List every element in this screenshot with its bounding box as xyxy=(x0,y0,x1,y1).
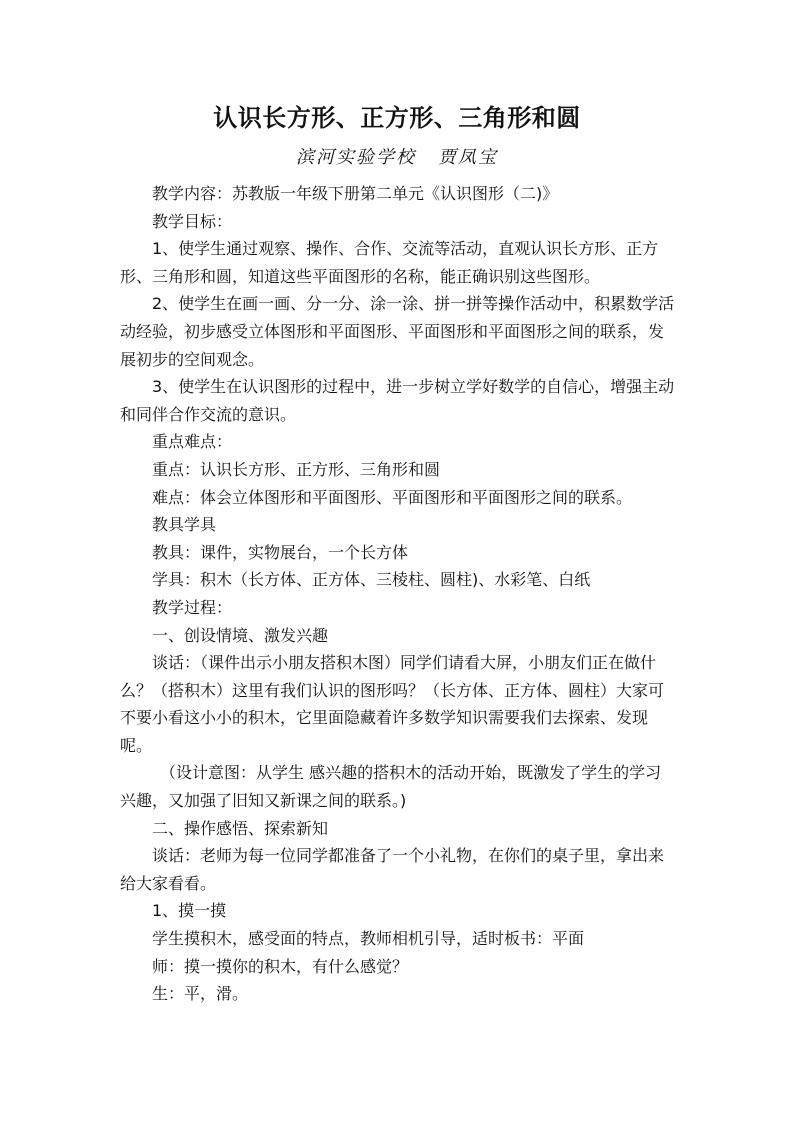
paragraph: 教学目标： xyxy=(152,211,233,231)
author-name: 贾凤宝 xyxy=(438,147,498,168)
paragraph: 2、使学生在画一画、分一分、涂一涂、拼一拼等操作活动中，积累数学活动经验，初步感受立体图形和平面图形、平面图形和平面图形之间的联系，发展初步的空间观念。 xyxy=(120,294,675,369)
author-line xyxy=(0,143,794,173)
paragraph: 学生摸积木，感受面的特点，教师相机引导，适时板书：平面 xyxy=(152,929,585,949)
document-title: 认识长方形、正方形、三角形和圆 xyxy=(213,104,581,132)
paragraph: 重点：认识长方形、正方形、三角形和圆 xyxy=(152,459,441,479)
paragraph: 教具：课件，实物展台，一个长方体 xyxy=(152,542,409,562)
document-body xyxy=(120,180,676,1008)
paragraph: 一、创设情境、激发兴趣 xyxy=(152,625,329,645)
paragraph: 生：平，滑。 xyxy=(152,984,249,1004)
paragraph: 师：摸一摸你的积木，有什么感觉？ xyxy=(152,956,409,976)
paragraph: 教学过程： xyxy=(152,597,233,617)
paragraph: 谈话：老师为每一位同学都准备了一个小礼物，在你们的桌子里，拿出来给大家看看。 xyxy=(120,846,665,893)
paragraph: 1、摸一摸 xyxy=(152,901,227,921)
paragraph: 谈话：（课件出示小朋友搭积木图）同学们请看大屏，小朋友们正在做什么？（搭积木）这里有我们认识的图形吗？（长方体、正方体、圆柱）大家可不要小看这小小的积木，它里面隐藏着许多数学知识需要我们去探索、发现呢。 xyxy=(120,653,665,755)
paragraph: 二、操作感悟、探索新知 xyxy=(152,818,329,838)
paragraph: 3、使学生在认识图形的过程中，进一步树立学好数学的自信心，增强主动和同伴合作交流的意识。 xyxy=(120,377,675,424)
paragraph: 难点：体会立体图形和平面图形、平面图形和平面图形之间的联系。 xyxy=(152,487,633,507)
author-school: 滨河实验学校 xyxy=(296,147,416,168)
paragraph: 重点难点： xyxy=(152,432,233,452)
paragraph: 1、使学生通过观察、操作、合作、交流等活动，直观认识长方形、正方形、三角形和圆，知道这些平面图形的名称，能正确识别这些图形。 xyxy=(120,239,659,286)
paragraph: 学具：积木（长方体、正方体、三棱柱、圆柱)、水彩笔、白纸 xyxy=(152,570,591,590)
paragraph: （设计意图：从学生 感兴趣的搭积木的活动开始，既激发了学生的学习兴趣，又加强了旧知又新课之间的联系。) xyxy=(120,763,662,811)
paragraph: 教具学具 xyxy=(152,515,217,535)
paragraph: 教学内容：苏教版一年级下册第二单元《认识图形（二)》 xyxy=(152,184,559,203)
